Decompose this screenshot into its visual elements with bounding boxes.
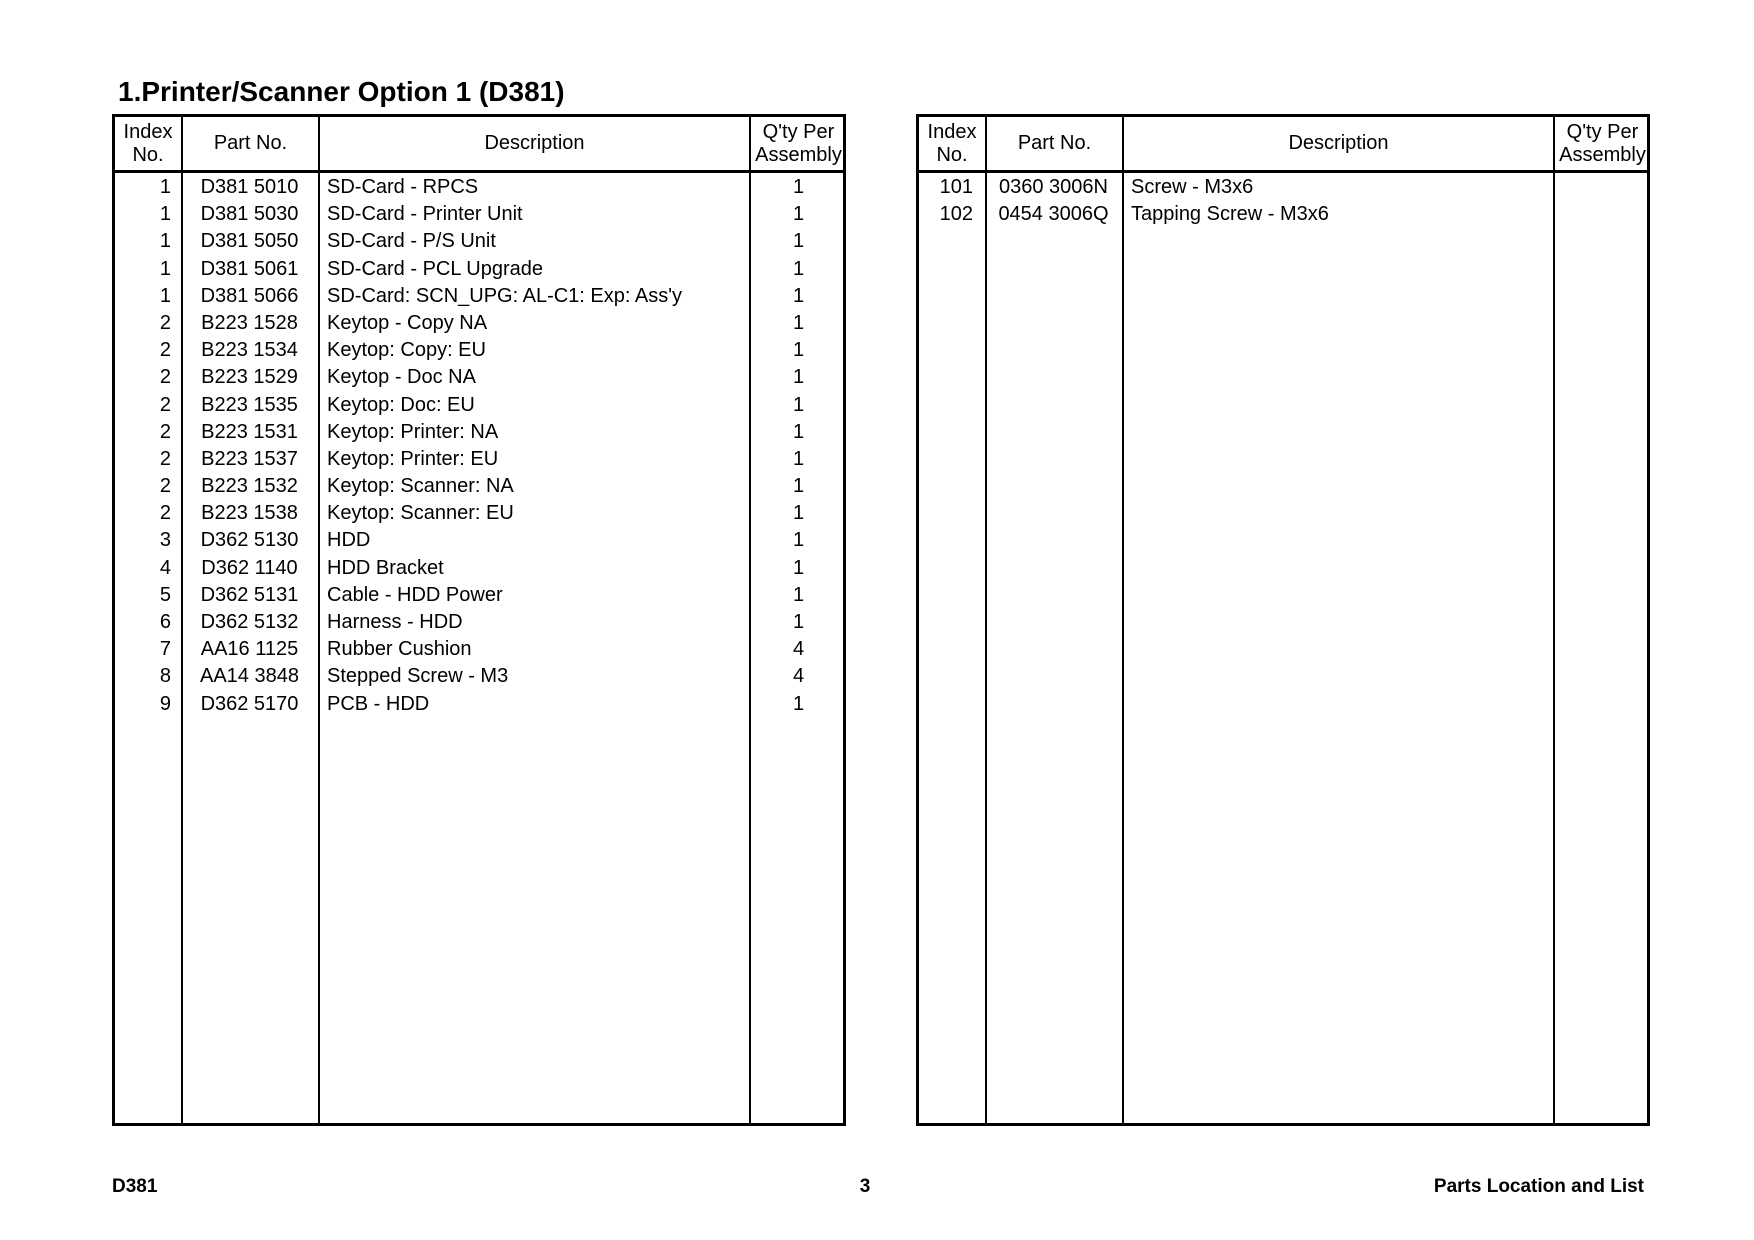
table-row <box>115 228 843 255</box>
header-index-line1: Index <box>123 120 173 143</box>
table-row <box>115 174 843 201</box>
table-row <box>115 500 843 527</box>
description-cell: SD-Card: SCN_UPG: AL-C1: Exp: Ass'y <box>327 284 683 307</box>
table-row <box>115 527 843 554</box>
index-cell: 2 <box>159 393 171 416</box>
footer-page-number: 3 <box>859 1176 871 1197</box>
qty-cell: 1 <box>792 556 805 579</box>
header-qty-line2: Assembly <box>1559 143 1646 166</box>
header-qty <box>751 117 846 170</box>
table-row <box>115 609 843 636</box>
part-no-cell: D362 1140 <box>201 556 298 579</box>
qty-cell: 1 <box>792 502 805 525</box>
qty-cell: 1 <box>792 393 805 416</box>
index-cell: 2 <box>159 366 171 389</box>
description-cell: Cable - HDD Power <box>327 583 503 606</box>
header-index <box>919 117 985 170</box>
table-row <box>115 419 843 446</box>
qty-cell: 1 <box>792 284 805 307</box>
column-divider <box>1122 117 1124 1123</box>
description-cell: HDD Bracket <box>327 556 444 579</box>
index-cell: 6 <box>159 611 171 633</box>
header-qty-line1: Q'ty Per <box>762 120 835 143</box>
table-row <box>115 392 843 419</box>
index-cell: 1 <box>159 230 171 253</box>
description-cell: Tapping Screw - M3x6 <box>1131 203 1329 226</box>
index-cell: 2 <box>159 475 171 498</box>
qty-cell: 1 <box>792 311 805 334</box>
description-cell: SD-Card - P/S Unit <box>327 230 496 253</box>
index-cell: 2 <box>159 339 171 362</box>
part-no-cell: D362 5131 <box>200 583 299 606</box>
qty-cell: 1 <box>792 475 805 498</box>
part-no-cell: AA16 1125 <box>200 638 299 661</box>
header-qty-line2: Assembly <box>755 143 842 166</box>
part-no-cell: AA14 3848 <box>200 665 299 688</box>
index-cell: 1 <box>159 176 171 198</box>
header-index-line1: Index <box>927 120 977 143</box>
column-divider <box>985 117 987 1123</box>
index-cell: 2 <box>159 502 171 525</box>
parts-table-right <box>916 114 1650 1126</box>
description-cell: Rubber Cushion <box>327 638 472 661</box>
part-no-cell: D381 5030 <box>200 203 299 226</box>
table-row <box>919 201 1647 228</box>
table-row <box>115 636 843 663</box>
qty-cell: 1 <box>792 203 805 226</box>
index-cell: 9 <box>159 692 171 715</box>
qty-cell: 1 <box>792 692 805 715</box>
index-cell: 3 <box>159 529 171 552</box>
index-cell: 2 <box>159 447 171 470</box>
description-cell: Keytop - Copy NA <box>327 311 488 334</box>
description-cell: Keytop: Printer: EU <box>327 447 499 470</box>
qty-cell: 1 <box>792 339 805 362</box>
part-no-cell: B223 1538 <box>201 502 298 525</box>
qty-cell: 1 <box>792 529 805 552</box>
index-cell: 4 <box>159 556 171 579</box>
description-cell: Keytop - Doc NA <box>327 366 476 389</box>
qty-cell: 1 <box>792 611 805 633</box>
header-qty-line1: Q'ty Per <box>1566 120 1639 143</box>
part-no-cell: D381 5066 <box>200 284 299 307</box>
header-part-no: Part No. <box>213 132 288 154</box>
table-row <box>115 201 843 228</box>
table-row <box>115 473 843 500</box>
description-cell: Stepped Screw - M3 <box>327 665 509 688</box>
footer-model: D381 <box>112 1176 158 1197</box>
description-cell: Keytop: Scanner: NA <box>327 475 514 498</box>
table-row <box>115 283 843 310</box>
header-index-line2: No. <box>936 143 968 166</box>
index-cell: 1 <box>159 203 171 226</box>
column-divider <box>1553 117 1555 1123</box>
header-divider <box>919 170 1647 173</box>
part-no-cell: D381 5061 <box>200 257 299 280</box>
footer-section: Parts Location and List <box>1433 1176 1644 1197</box>
table-body-right <box>919 174 1647 228</box>
description-cell: Harness - HDD <box>327 611 463 633</box>
part-no-cell: B223 1532 <box>201 475 298 498</box>
header-qty <box>1555 117 1650 170</box>
part-no-cell: D362 5130 <box>200 529 299 552</box>
index-cell: 101 <box>939 176 973 198</box>
part-no-cell: D381 5050 <box>200 230 299 253</box>
table-row <box>115 663 843 690</box>
qty-cell: 1 <box>792 257 805 280</box>
header-part-no: Part No. <box>1017 132 1092 154</box>
part-no-cell: D362 5132 <box>200 611 299 633</box>
header-index <box>115 117 181 170</box>
qty-cell: 1 <box>792 230 805 253</box>
header-description: Description <box>1288 132 1389 154</box>
qty-cell: 1 <box>792 447 805 470</box>
qty-cell: 4 <box>792 638 805 661</box>
part-no-cell: B223 1534 <box>201 339 298 362</box>
description-cell: Keytop: Doc: EU <box>327 393 475 416</box>
table-row <box>115 446 843 473</box>
description-cell: PCB - HDD <box>327 692 430 715</box>
part-no-cell: B223 1528 <box>201 311 298 334</box>
index-cell: 1 <box>159 284 171 307</box>
description-cell: HDD <box>327 529 371 552</box>
parts-table-left <box>112 114 846 1126</box>
table-row <box>115 691 843 718</box>
part-no-cell: B223 1529 <box>201 366 298 389</box>
page-title: 1.Printer/Scanner Option 1 (D381) <box>118 76 565 107</box>
description-cell: Keytop: Copy: EU <box>327 339 486 362</box>
qty-cell: 1 <box>792 420 805 443</box>
part-no-cell: B223 1531 <box>201 420 298 443</box>
table-row <box>115 555 843 582</box>
table-row <box>115 310 843 337</box>
qty-cell: 1 <box>792 366 805 389</box>
qty-cell: 1 <box>792 583 805 606</box>
header-description: Description <box>484 132 585 154</box>
table-row <box>115 337 843 364</box>
description-cell: Keytop: Scanner: EU <box>327 502 514 525</box>
table-row <box>115 582 843 609</box>
header-index-line2: No. <box>132 143 164 166</box>
part-no-cell: 0360 3006N <box>999 176 1108 198</box>
description-cell: SD-Card - PCL Upgrade <box>327 257 544 280</box>
index-cell: 8 <box>159 665 171 688</box>
part-no-cell: B223 1537 <box>201 447 298 470</box>
description-cell: Keytop: Printer: NA <box>327 420 499 443</box>
qty-cell: 4 <box>792 665 805 688</box>
table-row <box>919 174 1647 201</box>
index-cell: 2 <box>159 420 171 443</box>
qty-cell: 1 <box>792 176 805 198</box>
part-no-cell: 0454 3006Q <box>998 203 1109 226</box>
table-row <box>115 256 843 283</box>
index-cell: 5 <box>159 583 171 606</box>
part-no-cell: B223 1535 <box>201 393 298 416</box>
description-cell: SD-Card - Printer Unit <box>327 203 523 226</box>
index-cell: 1 <box>159 257 171 280</box>
description-cell: SD-Card - RPCS <box>327 176 479 198</box>
part-no-cell: D381 5010 <box>200 176 299 198</box>
index-cell: 2 <box>159 311 171 334</box>
header-divider <box>115 170 843 173</box>
part-no-cell: D362 5170 <box>200 692 299 715</box>
index-cell: 7 <box>159 638 171 661</box>
table-row <box>115 364 843 391</box>
table-body-left <box>115 174 843 718</box>
index-cell: 102 <box>939 203 973 226</box>
description-cell: Screw - M3x6 <box>1131 176 1254 198</box>
